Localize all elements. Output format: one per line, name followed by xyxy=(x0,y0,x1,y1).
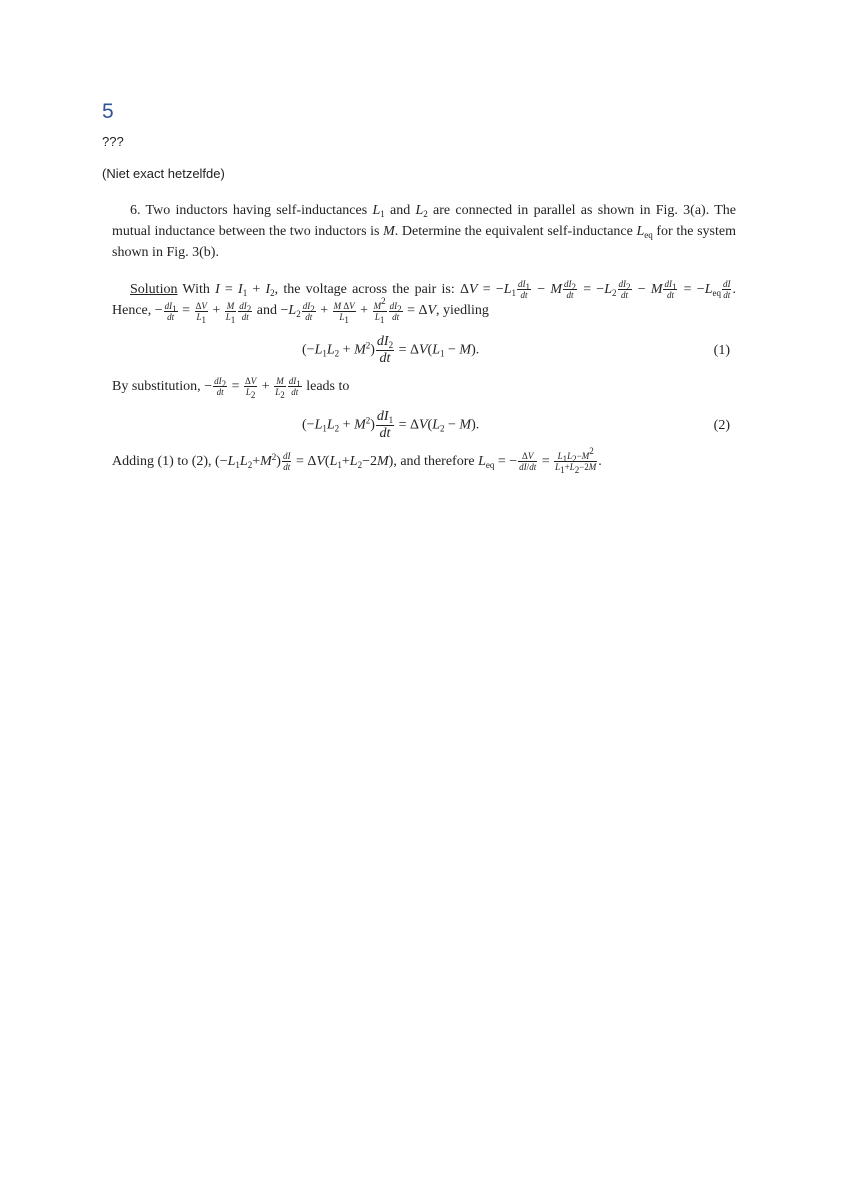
solution-label: Solution xyxy=(130,282,178,297)
equation-1-label: (1) xyxy=(713,342,730,358)
equation-1-body: $(-L_1L_2 + M^2)$ $\frac{dI_2}{dt}$ = $\Delta V(L_1 - M)$. xyxy=(302,333,480,366)
equation-1 xyxy=(112,330,736,370)
problem-number: 6. xyxy=(130,203,141,218)
equation-2-body: $(-L_1L_2 + M^2)$ $\frac{dI_1}{dt}$ = $\Delta V(L_2 - M)$. xyxy=(302,408,480,441)
section-number: 5 xyxy=(102,100,114,123)
equation-2-label: (2) xyxy=(713,417,730,433)
question-marks: ??? xyxy=(102,134,124,149)
scanned-excerpt xyxy=(112,200,736,476)
therefore-text: and therefore xyxy=(400,453,475,469)
solution-paragraph: Solution With $I = I_1 + I_2$, the voltage across the pair is: $\Delta V = -L_1$ $\frac{dI_1}{dt}$ − M $\frac{dI_2}{dt}$ = $-L_2$ $\frac{dI_2}{dt}$ − M $\frac{dI_1}{dt}$ = $-L_{eq}$ $\frac{dI}{dt}$ . Hence, − $\frac{dI_1}{dt}$ = $\frac{\Delta V}{L_1}$ + $\frac{M}{L_1}$ $\frac{dI_2}{dt}$ and $-L_2$ $\frac{dI_2}{dt}$ + $\frac{\text{M ΔV}}{L_1}$ + $\frac{M^2}{L_1}$ $\frac{dI_2}{dt}$ = ΔV, yiedling xyxy=(112,279,736,325)
leads-to-text: leads to xyxy=(306,378,350,394)
equation-2 xyxy=(112,405,736,445)
solution-with: With xyxy=(182,282,210,297)
solution-intro-text: the voltage across the pair is: xyxy=(283,282,455,297)
substitution-line: By substitution, − $\frac{dI_2}{dt}$ = $\frac{\Delta V}{L_2}$ + $\frac{M}{L_2}$ $\frac{dI_1}{dt}$ leads to xyxy=(112,375,350,400)
adding-text: Adding (1) to (2), xyxy=(112,453,212,469)
conclusion-line: Adding (1) to (2), $(-L_1L_2+M^2)$ $\frac{dI}{dt}$ = $\Delta V(L_1+L_2-2M)$, and therefore $L_{eq}$ = − $\frac{\Delta V}{dI/dt}$ = $\frac{L_1L_2-M^2}{L_1+L_2-2M}$ . xyxy=(112,446,602,476)
substitution-text: By substitution, xyxy=(112,378,201,394)
solution-yielding: yiedling xyxy=(443,303,489,319)
solution-and: and xyxy=(256,303,278,319)
solution-hence: Hence, xyxy=(112,303,152,319)
problem-statement: 6. Two inductors having self-inductances $L_1$ and $L_2$ are connected in parallel as shown in Fig. 3(a). The mutual inductance between the two inductors is M. Determine the equivalent self-inductance $L_{eq}$ for the system shown in Fig. 3(b). xyxy=(112,203,736,260)
note-text: (Niet exact hetzelfde) xyxy=(102,166,225,181)
